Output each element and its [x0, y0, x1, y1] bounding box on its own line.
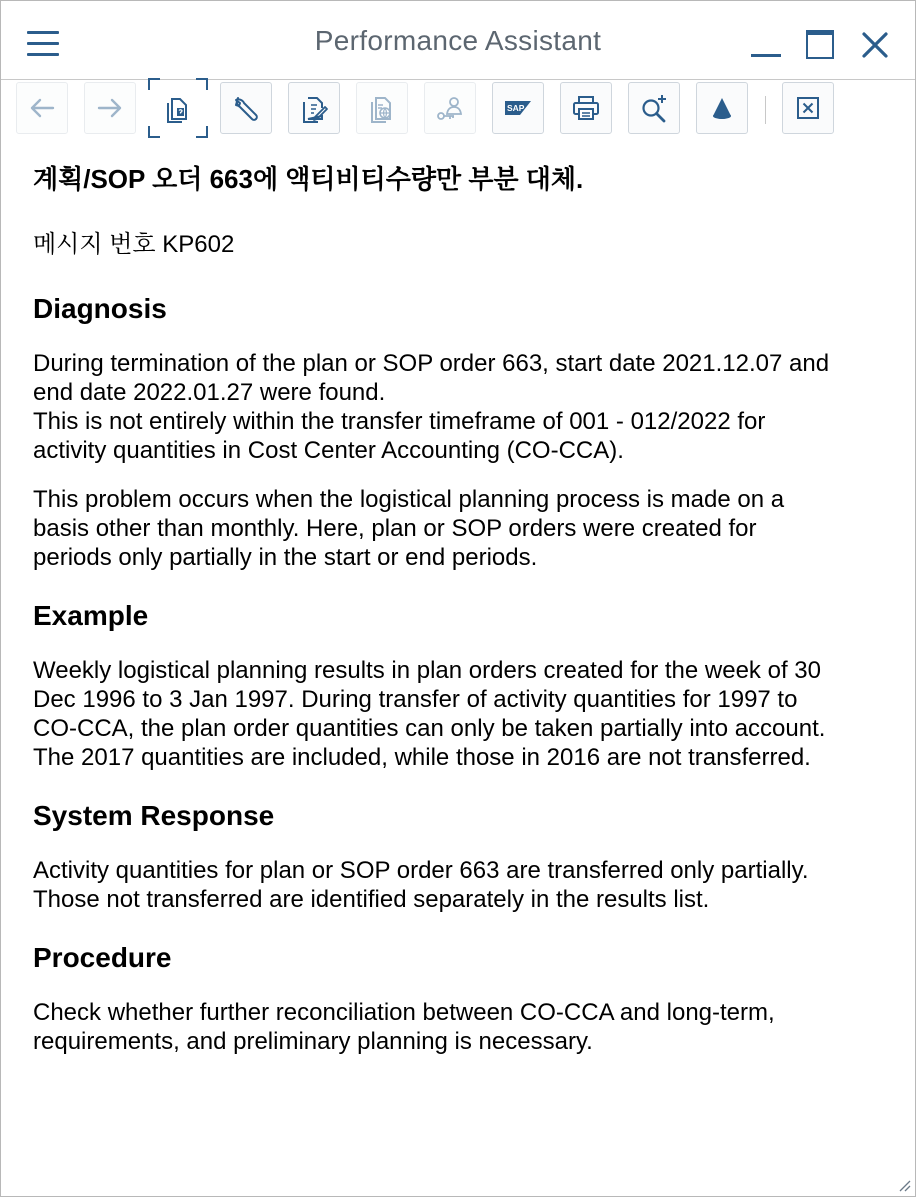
- diagnosis-paragraph-1: [33, 349, 893, 465]
- text-line: CO-CCA, the plan order quantities can only be taken partially into account.: [33, 715, 826, 742]
- section-heading-diagnosis: Diagnosis: [33, 293, 167, 324]
- forward-button[interactable]: [84, 82, 136, 134]
- example-paragraph: [33, 656, 893, 772]
- close-box-icon: [792, 92, 824, 124]
- section-heading-procedure: Procedure: [33, 942, 172, 973]
- user-key-icon: [434, 92, 466, 124]
- message-number-label: 메시지 번호: [33, 231, 156, 258]
- title-bar: [1, 1, 915, 80]
- cone-icon: [706, 92, 738, 124]
- arrow-left-icon: [26, 92, 58, 124]
- text-line: Check whether further reconciliation between CO-CCA and long-term,: [33, 999, 775, 1026]
- edit-button[interactable]: [288, 82, 340, 134]
- system-response-paragraph: [33, 856, 893, 914]
- wrench-icon: [230, 92, 262, 124]
- section-heading-example: Example: [33, 600, 149, 631]
- zoom-plus-icon: [638, 92, 670, 124]
- text-line: During termination of the plan or SOP order 663, start date 2021.12.07 and: [33, 350, 830, 377]
- document-edit-icon: [298, 92, 330, 124]
- document-help-icon: [162, 92, 194, 124]
- text-line: periods only partially in the start or end periods.: [33, 544, 538, 571]
- printer-icon: [570, 92, 602, 124]
- arrow-right-icon: [94, 92, 126, 124]
- technical-info-button[interactable]: [152, 82, 204, 134]
- text-line: This problem occurs when the logistical planning process is made on a: [33, 486, 785, 513]
- text-line: The 2017 quantities are included, while those in 2016 are not transferred.: [33, 744, 811, 771]
- theme-button[interactable]: [696, 82, 748, 134]
- web-doc-button[interactable]: [356, 82, 408, 134]
- settings-button[interactable]: [220, 82, 272, 134]
- window-title: Performance Assistant: [314, 25, 602, 56]
- sap-logo-icon: [502, 92, 534, 124]
- minimize-icon[interactable]: [747, 27, 783, 63]
- print-button[interactable]: [560, 82, 612, 134]
- text-line: requirements, and preliminary planning is necessary.: [33, 1028, 593, 1055]
- close-icon[interactable]: [857, 27, 893, 63]
- text-line: Dec 1996 to 3 Jan 1997. During transfer of activity quantities for 1997 to: [33, 686, 798, 713]
- svg-text:SAP: SAP: [507, 103, 525, 113]
- text-line: This is not entirely within the transfer timeframe of 001 - 012/2022 for: [33, 408, 766, 435]
- message-number-value: KP602: [162, 231, 235, 258]
- diagnosis-paragraph-2: [33, 485, 893, 572]
- close-doc-button[interactable]: [782, 82, 834, 134]
- toolbar: [1, 80, 915, 140]
- text-line: basis other than monthly. Here, plan or SOP orders were created for: [33, 515, 757, 542]
- section-heading-system-response: System Response: [33, 800, 275, 831]
- message-title: 계획/SOP 오더 663에 액티비티수량만 부분 대체.: [33, 164, 584, 194]
- message-number: [33, 225, 893, 265]
- text-line: Activity quantities for plan or SOP order 663 are transferred only partially.: [33, 857, 809, 884]
- text-line: activity quantities in Cost Center Accounting (CO-CCA).: [33, 437, 624, 464]
- toolbar-separator: [765, 96, 766, 124]
- user-key-button[interactable]: [424, 82, 476, 134]
- procedure-paragraph: [33, 998, 893, 1056]
- maximize-icon[interactable]: [803, 27, 839, 63]
- text-line: Those not transferred are identified separately in the results list.: [33, 886, 710, 913]
- resize-grip-icon[interactable]: [895, 1176, 911, 1192]
- back-button[interactable]: [16, 82, 68, 134]
- document-content: [33, 159, 893, 1056]
- sap-button[interactable]: [492, 82, 544, 134]
- text-line: Weekly logistical planning results in plan orders created for the week of 30: [33, 657, 821, 684]
- document-globe-icon: [366, 92, 398, 124]
- text-line: end date 2022.01.27 were found.: [33, 379, 386, 406]
- zoom-in-button[interactable]: [628, 82, 680, 134]
